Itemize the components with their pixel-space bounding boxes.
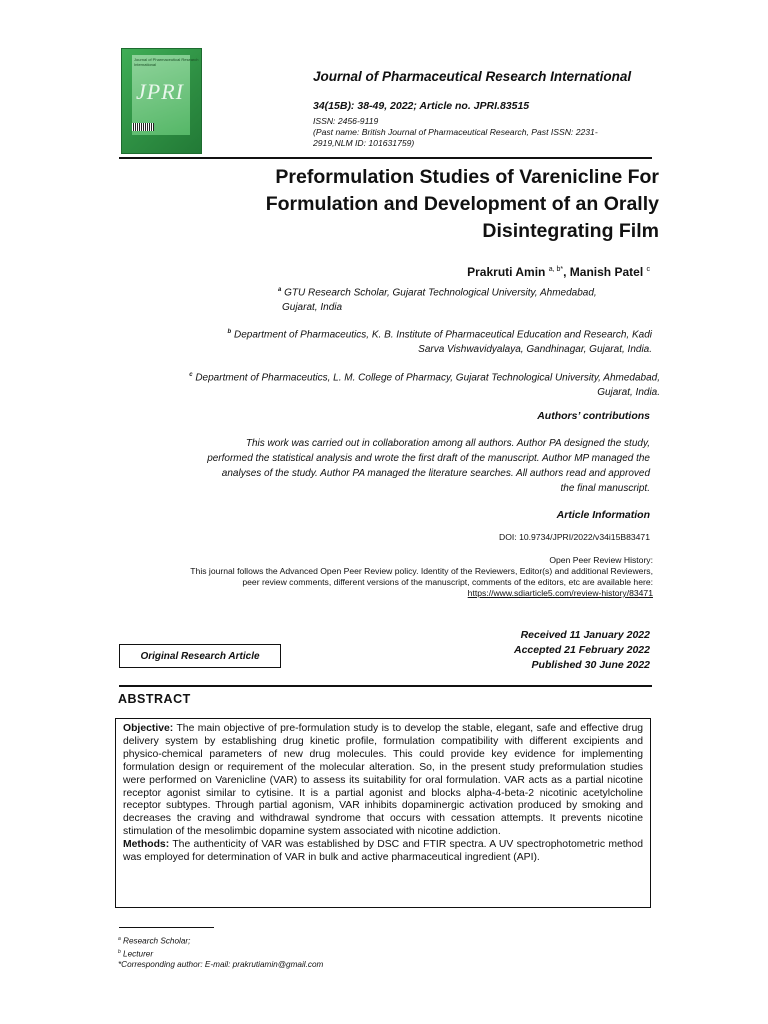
contributions-text <box>140 436 650 496</box>
publication-dates <box>420 628 650 673</box>
author-2-sup: c <box>646 266 650 273</box>
contributions-heading: Authors’ contributions <box>537 410 650 422</box>
title-line-2: Formulation and Development of an Orally <box>265 193 659 215</box>
journal-past-name: (Past name: British Journal of Pharmaceutical Research, Past ISSN: 2231-2919,NLM ID: 101631759) <box>313 127 598 148</box>
affiliation-a-sup: a <box>278 287 282 293</box>
affiliation-b-sup: b <box>227 329 232 335</box>
methods-label: Methods: <box>123 839 170 851</box>
affiliation-a-line-1: GTU Research Scholar, Gujarat Technological University, Ahmedabad, <box>284 287 597 299</box>
author-separator: , <box>563 265 570 279</box>
affiliation-a <box>278 283 658 315</box>
footnotes <box>118 934 323 971</box>
journal-cover-image <box>121 48 202 154</box>
contributions-line-4: the final manuscript. <box>560 483 650 494</box>
cover-barcode <box>132 123 154 131</box>
date-published: Published 30 June 2022 <box>531 659 650 671</box>
affiliation-c-sup: c <box>189 372 193 378</box>
journal-name: Journal of Pharmaceutical Research International <box>313 69 632 84</box>
cover-logo: JPRI <box>136 79 184 104</box>
footnote-rule <box>119 927 214 928</box>
footnote-b-sup: b <box>118 949 121 956</box>
affiliation-b-line-1: Department of Pharmaceutics, K. B. Institute of Pharmaceutical Education and Research, Kadi <box>234 329 652 341</box>
footnote-a: Research Scholar; <box>120 936 191 946</box>
affiliation-c-line-1: Department of Pharmaceutics, L. M. College of Pharmacy, Gujarat Technological University, Ahmedabad, <box>195 372 660 384</box>
abstract-heading: ABSTRACT <box>118 692 191 706</box>
peer-review-history-link[interactable]: https://www.sdiarticle5.com/review-history/83471 <box>467 588 653 598</box>
date-received: Received 11 January 2022 <box>520 629 650 641</box>
article-info-heading: Article Information <box>556 509 650 521</box>
journal-issn: ISSN: 2456-9119 <box>313 116 379 126</box>
paper-title <box>200 164 659 245</box>
objective-text: The main objective of pre-formulation study is to develop the stable, elegant, safe and effective drug delivery system by establishing drug kinetic profile, formulation compatibility with different excipients and physico-chemical parameters of new drug molecules. This could provide key evidence for implementing formulation design or requirement of the molecular alteration. So, in the present study preformulation studies were performed on Varenicline (VAR) to assess its suitability for oral formulation. VAR acts as a partial nicotine receptor agonist similar to cytisine. It is a partial agonist and blocks alpha-4-beta-2 nicotinic acetylcholine receptor subtypes. Through partial agonism, VAR inhibits dopaminergic activation produced by smoking and decreases the craving and withdrawal syndrome that occurs with cessation attempts. It prevents nicotine stimulation of the mesolimbic dopamine system associated with nicotine addiction. <box>123 723 643 838</box>
title-line-3: Disintegrating Film <box>482 220 659 242</box>
peer-review-policy-line-2: peer review comments, different versions of the manuscript, comments of the editors, etc are available here: <box>242 577 653 587</box>
contributions-line-1: This work was carried out in collaboration among all authors. Author PA designed the study, <box>245 438 650 449</box>
corresponding-author: *Corresponding author: E-mail: prakrutiamin@gmail.com <box>118 960 324 970</box>
author-1-sup: a, b* <box>548 266 564 273</box>
affiliation-b <box>150 325 652 357</box>
journal-volume: 34(15B): 38-49, 2022; Article no. JPRI.83515 <box>313 100 530 112</box>
author-1-name: Prakruti Amin <box>467 265 546 279</box>
footnote-a-sup: a <box>118 936 121 942</box>
affiliation-c-line-2: Gujarat, India. <box>597 387 660 399</box>
peer-review-policy-line-1: This journal follows the Advanced Open Peer Review policy. Identity of the Reviewers, Editor(s) and additional Reviewers, <box>190 566 653 576</box>
abstract-box <box>115 718 651 908</box>
objective-label: Objective: <box>123 723 174 734</box>
footnote-b: Lecturer <box>120 949 154 959</box>
header-rule <box>119 157 652 159</box>
contributions-line-2: performed the statistical analysis and wrote the first draft of the manuscript. Author MP managed the <box>207 453 650 464</box>
author-2-name: Manish Patel <box>569 265 644 279</box>
affiliation-a-line-2: Gujarat, India <box>282 302 343 314</box>
author-list <box>300 265 650 279</box>
peer-review-label: Open Peer Review History: <box>549 555 653 565</box>
contributions-line-3: analyses of the study. Author PA managed the literature searches. All authors read and approved <box>221 468 650 479</box>
title-line-1: Preformulation Studies of Varenicline For <box>275 166 659 188</box>
methods-text: The authenticity of VAR was established by DSC and FTIR spectra. A UV spectrophotometric method was employed for determination of VAR in bulk and active pharmaceutical ingredient (API). <box>123 839 643 864</box>
affiliation-b-line-2: Sarva Vishwavidyalaya, Gandhinagar, Gujarat, India. <box>418 344 652 356</box>
article-type-box: Original Research Article <box>119 644 281 668</box>
doi-text: DOI: 10.9734/JPRI/2022/v34i15B83471 <box>499 532 650 542</box>
abstract-rule <box>119 685 652 687</box>
affiliation-c <box>120 368 660 400</box>
cover-small-text: Journal of Pharmaceutical Research International <box>134 57 199 67</box>
peer-review-block <box>120 555 653 599</box>
date-accepted: Accepted 21 February 2022 <box>514 644 650 656</box>
